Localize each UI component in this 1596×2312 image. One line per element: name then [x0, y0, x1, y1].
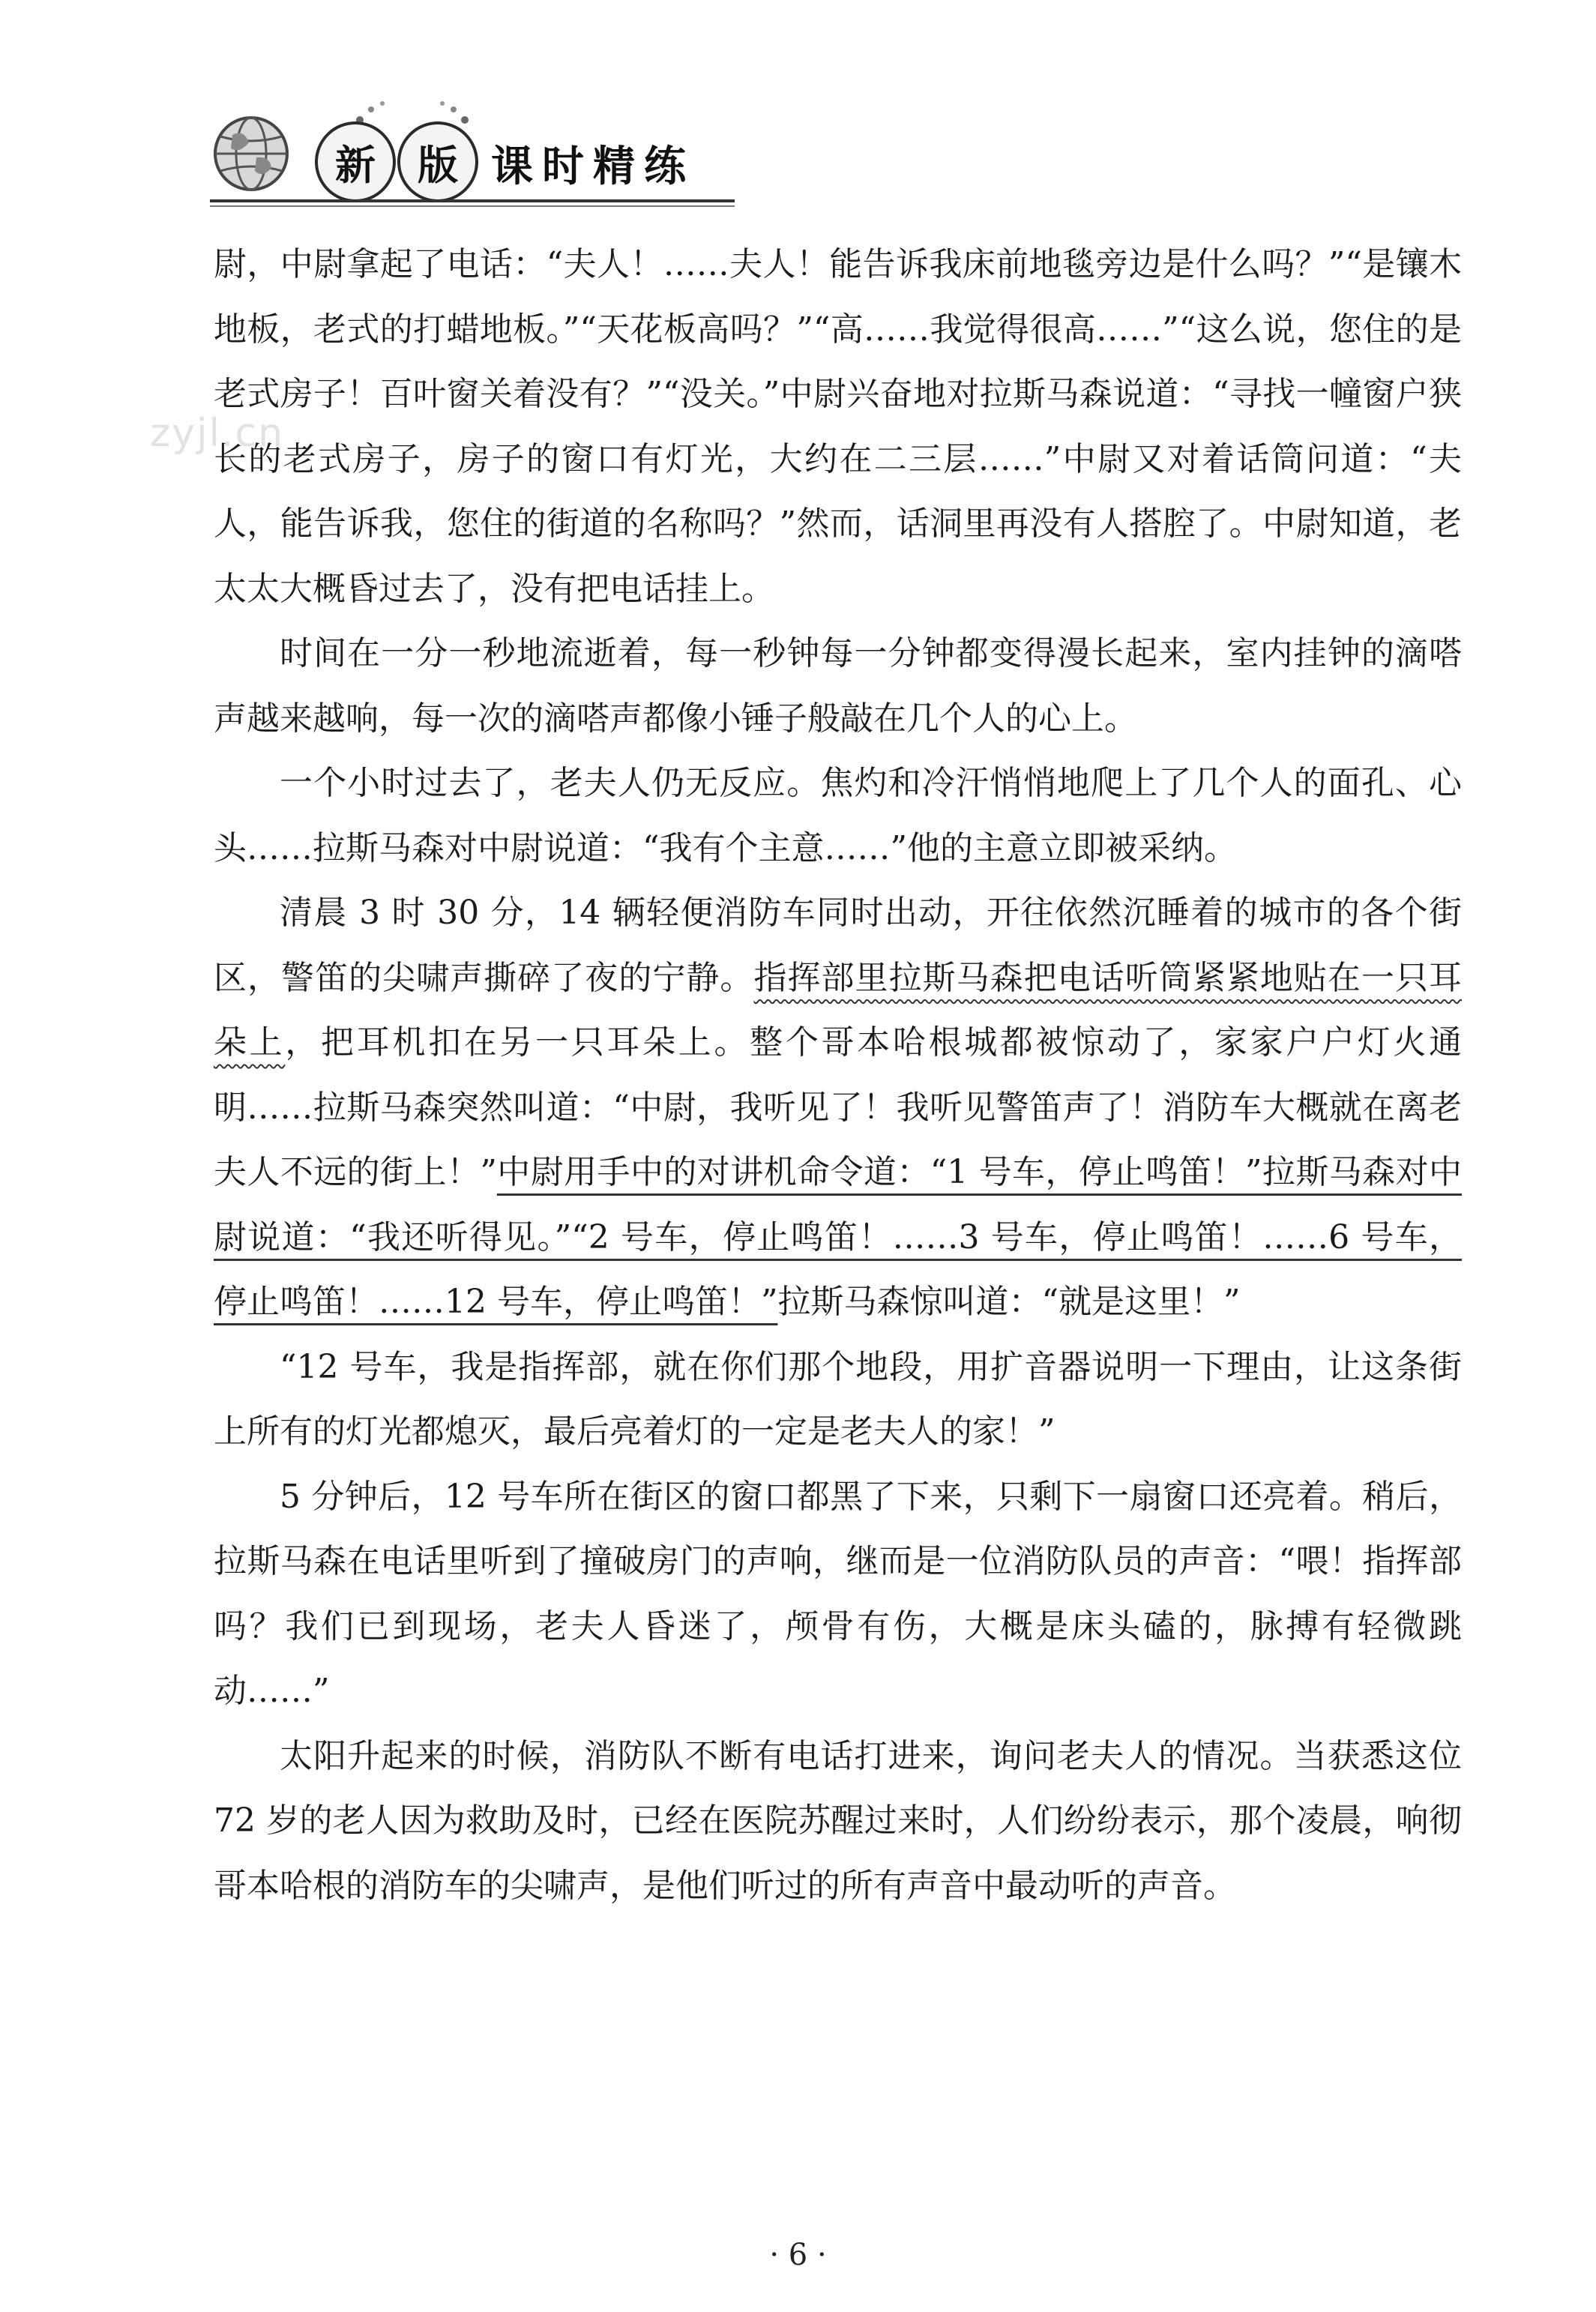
paragraph-4: [214, 881, 1462, 1335]
book-header: [210, 105, 735, 210]
paragraph-6: 5 分钟后，12 号车所在街区的窗口都黑了下来，只剩下一扇窗口还亮着。稍后，拉斯马森在电话里听到了撞破房门的声响，继而是一位消防队员的声音：“喂！指挥部吗？我们已到现场，老夫人昏迷了，颅骨有伤，大概是床头磕的，脉搏有轻微跳动……”: [214, 1477, 1462, 1710]
paragraph-5: “12 号车，我是指挥部，就在你们那个地段，用扩音器说明一下理由，让这条街上所有的灯光都熄灭，最后亮着灯的一定是老夫人的家！”: [214, 1347, 1462, 1451]
underlined-sentence: 中尉用手中的对讲机命令道：“1 号车，停止鸣笛！”拉斯马森对中尉说道：“我还听得见。”“2 号车，停止鸣笛！……3 号车，停止鸣笛！……6 号车，停止鸣笛！……12 号车，停止鸣笛！”: [214, 1153, 1462, 1321]
paragraph-2: 时间在一分一秒地流逝着，每一秒钟每一分钟都变得漫长起来，室内挂钟的滴嗒声越来越响，每一次的滴嗒声都像小锤子般敲在几个人的心上。: [214, 634, 1462, 738]
badge-new: 新: [315, 121, 396, 202]
book-title: 课时精练: [491, 142, 695, 191]
paragraph-1: 尉，中尉拿起了电话：“夫人！……夫人！能告诉我床前地毯旁边是什么吗？”“是镶木地板，老式的打蜡地板。”“天花板高吗？”“高……我觉得很高……”“这么说，您住的是老式房子！百叶窗关着没有？”“没关。”中尉兴奋地对拉斯马森说道：“寻找一幢窗户狭长的老式房子，房子的窗口有灯光，大约在二三层……”中尉又对着话筒问道：“夫人，能告诉我，您住的街道的名称吗？”然而，话洞里再没有人搭腔了。中尉知道，老太太大概昏过去了，没有把电话挂上。: [214, 245, 1462, 608]
page-number: · 6 ·: [769, 2238, 827, 2272]
globe-icon: [210, 112, 292, 195]
article-body: [214, 232, 1462, 1918]
watermark: zyjl.cn: [150, 411, 285, 456]
paragraph-4-part2: ，把耳机扣在另一只耳朵上。整个哥本哈根城都被惊动了，家家户户灯火通明……拉斯马森突然叫道：“中尉，我听见了！我听见警笛声了！消防车大概就在离老夫人不远的街上！”: [214, 1023, 1463, 1191]
paragraph-3: 一个小时过去了，老夫人仍无反应。焦灼和冷汗悄悄地爬上了几个人的面孔、心头……拉斯马森对中尉说道：“我有个主意……”他的主意立即被采纳。: [214, 764, 1462, 867]
badge-edition: 版: [397, 121, 478, 202]
header-rule: [210, 198, 735, 210]
paragraph-7: 太阳升起来的时候，消防队不断有电话打进来，询问老夫人的情况。当获悉这位 72 岁的老人因为救助及时，已经在医院苏醒过来时，人们纷纷表示，那个凌晨，响彻哥本哈根的消防车的尖啸声，是他们听过的所有声音中最动听的声音。: [214, 1736, 1462, 1905]
wavy-underlined-sentence: 指挥部里拉斯马森把电话听筒紧紧地贴在一只耳朵上: [214, 958, 1463, 1062]
paragraph-4-part1: 清晨 3 时 30 分，14 辆轻便消防车同时出动，开往依然沉睡着的城市的各个街区，警笛的尖啸声撕碎了夜的宁静。: [214, 894, 1462, 997]
paragraph-4-part3: 拉斯马森惊叫道：“就是这里！”: [777, 1283, 1241, 1321]
